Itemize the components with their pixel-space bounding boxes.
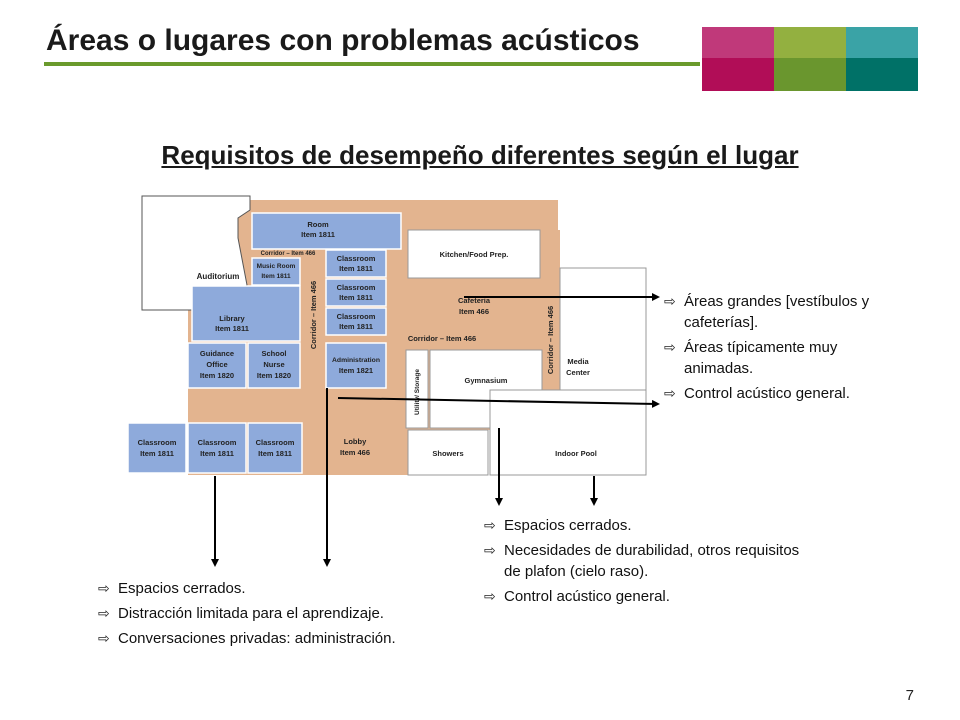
hollow-right-arrow-icon: ⇨	[664, 293, 676, 309]
corridor-middle-label: Corridor – Item 466	[407, 334, 477, 343]
page-number: 7	[905, 687, 914, 704]
bullets-classrooms	[98, 578, 488, 653]
corridor-vertical-label: Corridor – Item 466	[309, 280, 318, 350]
classroom-bottom-2	[188, 423, 246, 473]
administration-label: Administration	[332, 357, 380, 364]
bullets-large-areas	[664, 291, 904, 408]
classroom-b3-item: Item 1811	[258, 449, 292, 458]
bullet-item: ⇨ Áreas grandes [vestíbulos y cafeterías].	[664, 293, 870, 331]
indoor-pool-label: Indoor Pool	[555, 449, 597, 458]
bullet-item: ⇨ Espacios cerrados.	[484, 517, 632, 534]
music-room-item: Item 1811	[261, 273, 291, 280]
hollow-right-arrow-icon: ⇨	[484, 542, 496, 558]
hollow-right-arrow-icon: ⇨	[484, 517, 496, 533]
hollow-right-arrow-icon: ⇨	[484, 588, 496, 604]
media-center-label-2: Center	[566, 368, 590, 377]
room-label: Room	[307, 220, 329, 229]
cafeteria-label: Cafeteria	[457, 296, 491, 305]
classroom-3-label: Classroom	[336, 312, 376, 321]
classroom-2-item: Item 1811	[339, 293, 373, 302]
library-label: Library	[219, 314, 245, 323]
classroom-3-item: Item 1811	[339, 322, 373, 331]
classroom-b2-label: Classroom	[197, 438, 237, 447]
bullet-item: ⇨ Distracción limitada para el aprendizaje.	[98, 605, 384, 622]
white-rooms	[406, 230, 646, 475]
lobby-label: Lobby	[343, 437, 367, 446]
classroom-1-item: Item 1811	[339, 264, 373, 273]
administration-item: Item 1821	[338, 366, 374, 375]
hollow-right-arrow-icon: ⇨	[664, 339, 676, 355]
classroom-1-label: Classroom	[336, 254, 376, 263]
utility-storage-label: Utility/ Storage	[414, 369, 421, 415]
hollow-right-arrow-icon: ⇨	[98, 605, 110, 621]
bullet-item: ⇨ Necesidades de durabilidad, otros requisitos de plafon (cielo raso).	[484, 542, 800, 580]
nurse-label-1: School	[261, 349, 287, 358]
slide-subtitle: Requisitos de desempeño diferentes según el lugar	[161, 140, 799, 170]
guidance-label-1: Guidance	[199, 349, 235, 358]
classroom-b1-item: Item 1811	[140, 449, 174, 458]
guidance-item: Item 1820	[199, 371, 235, 380]
kitchen-label: Kitchen/Food Prep.	[439, 250, 509, 259]
corridor-top-label: Corridor – Item 466	[260, 251, 316, 257]
showers-label: Showers	[432, 449, 464, 458]
cafeteria-item: Item 466	[458, 307, 490, 316]
classroom-bottom-1	[128, 423, 186, 473]
media-center-label-1: Media	[567, 357, 589, 366]
nurse-item: Item 1820	[256, 371, 292, 380]
hollow-right-arrow-icon: ⇨	[664, 385, 676, 401]
hollow-right-arrow-icon: ⇨	[98, 580, 110, 596]
nurse-label-2: Nurse	[263, 360, 285, 369]
library-item: Item 1811	[215, 324, 249, 333]
gymnasium-label: Gymnasium	[464, 376, 508, 385]
music-room-label: Music Room	[256, 263, 296, 270]
bullet-item: ⇨ Espacios cerrados.	[98, 580, 246, 597]
bullet-item: ⇨ Control acústico general.	[484, 588, 670, 605]
bullet-item: ⇨ Áreas típicamente muy animadas.	[664, 339, 838, 377]
classroom-b2-item: Item 1811	[200, 449, 234, 458]
guidance-label-2: Office	[206, 360, 228, 369]
slide-title: Áreas o lugares con problemas acústicos	[46, 24, 640, 57]
auditorium-label: Auditorium	[196, 272, 240, 281]
classroom-2-label: Classroom	[336, 283, 376, 292]
corridor-right-label: Corridor – Item 466	[546, 305, 555, 375]
classroom-b1-label: Classroom	[137, 438, 177, 447]
bullet-item: ⇨ Control acústico general.	[664, 385, 850, 402]
bullet-item: ⇨ Conversaciones privadas: administración.	[98, 630, 396, 647]
bullets-gym-pool	[484, 515, 814, 611]
classroom-b3-label: Classroom	[255, 438, 295, 447]
classroom-bottom-3	[248, 423, 302, 473]
lobby-item: Item 466	[339, 448, 371, 457]
hollow-right-arrow-icon: ⇨	[98, 630, 110, 646]
room-item: Item 1811	[301, 230, 335, 239]
